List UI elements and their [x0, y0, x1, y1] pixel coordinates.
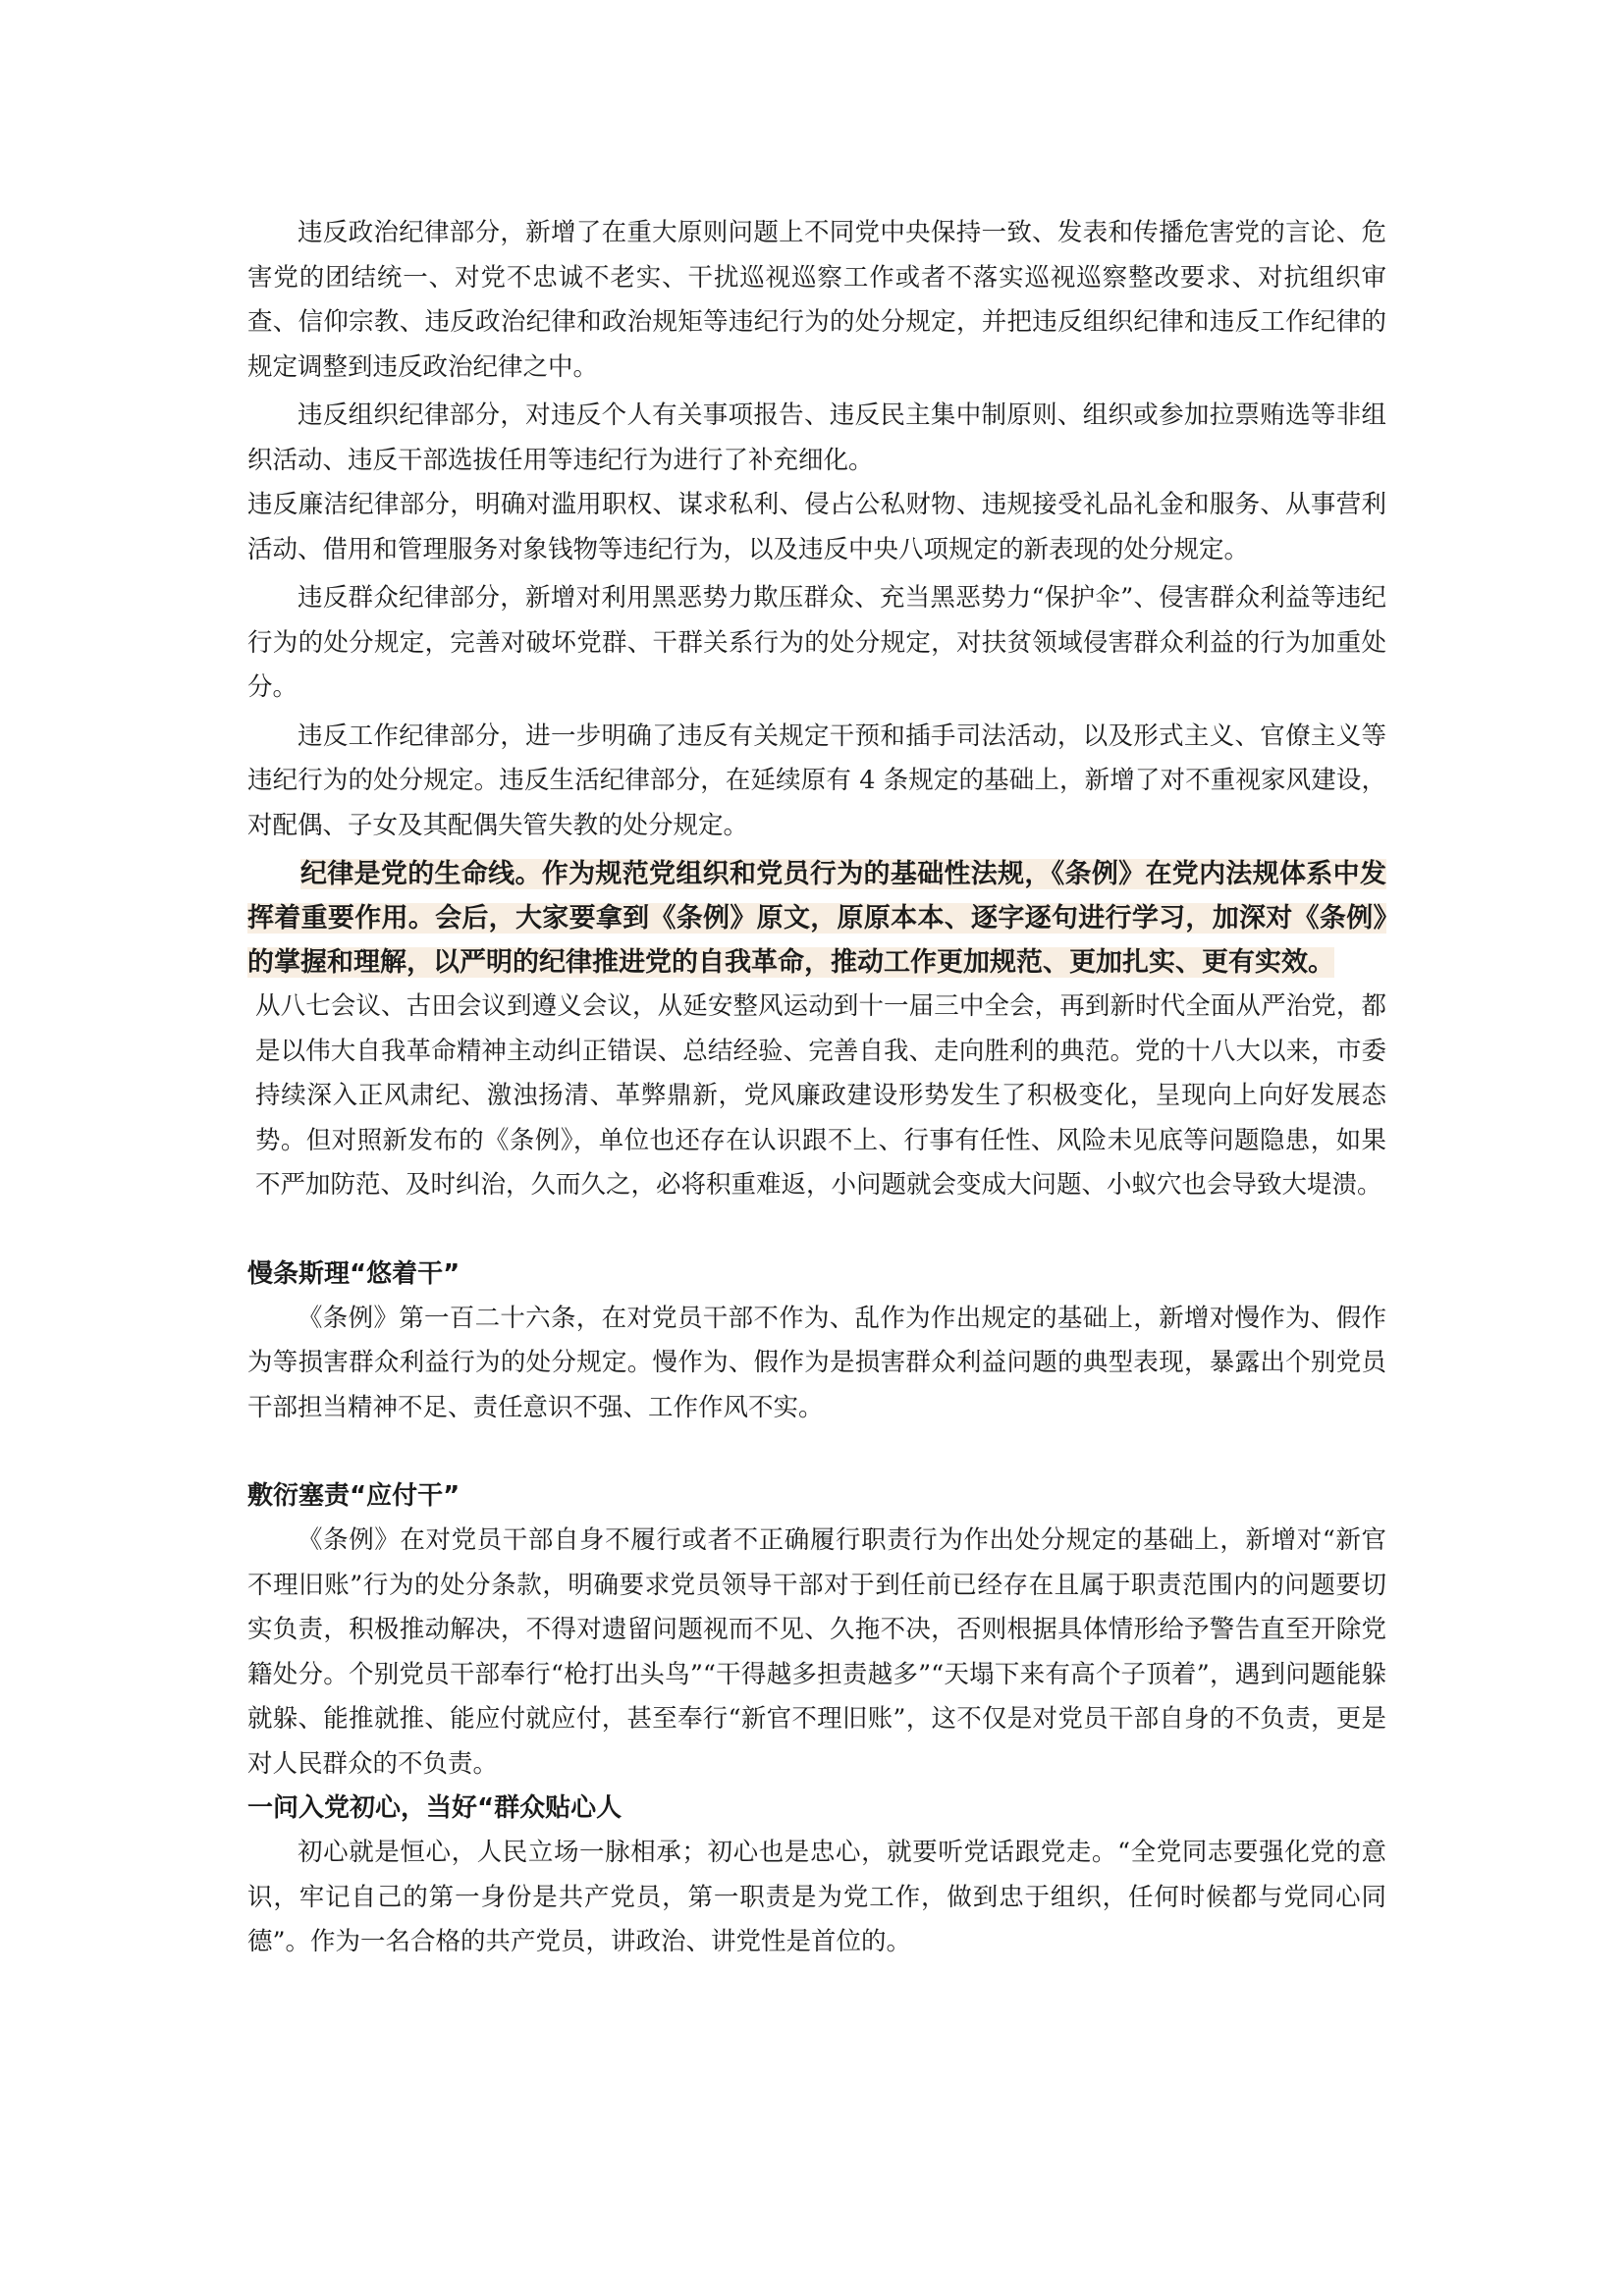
section-body-perfunctory: 《条例》在对党员干部自身不履行或者不正确履行职责行为作出处分规定的基础上，新增对“新官不理旧账”行为的处分条款，明确要求党员领导干部对于到任前已经存在且属于职责范围内的问题要切实负责，积极推动解决，不得对遗留问题视而不见、久拖不决，否则根据具体情形给予警告直至开除党籍处分。个别党员干部奉行“枪打出头鸟”“干得越多担责越多”“天塌下来有高个子顶着”，遇到问题能躲就躲、能推就推、能应付就应付，甚至奉行“新官不理旧账”，这不仅是对党员干部自身的不负责，更是对人民群众的不负责。: [247, 1525, 1386, 1779]
section-body-original-aspiration: 初心就是恒心，人民立场一脉相承；初心也是忠心，就要听党话跟党走。“全党同志要强化党的意识，牢记自己的第一身份是共产党员，第一职责是为党工作，做到忠于组织，任何时候都与党同心同德”。作为一名合格的共产党员，讲政治、讲党性是首位的。: [247, 1838, 1386, 1956]
section-heading-original-aspiration: 一问入党初心，当好“群众贴心人: [247, 1793, 623, 1823]
paragraph-integrity-discipline: 违反廉洁纪律部分，明确对滥用职权、谋求私利、侵占公私财物、违规接受礼品礼金和服务、从事营利活动、借用和管理服务对象钱物等违纪行为，以及违反中央八项规定的新表现的处分规定。: [247, 490, 1386, 564]
paragraph-organizational-discipline: 违反组织纪律部分，对违反个人有关事项报告、违反民主集中制原则、组织或参加拉票贿选等非组织活动、违反干部选拔任用等违纪行为进行了补充细化。: [247, 400, 1386, 475]
spacer: [247, 1208, 1386, 1253]
highlighted-paragraph: [247, 852, 1386, 985]
paragraph-work-discipline: 违反工作纪律部分，进一步明确了违反有关规定干预和插手司法活动，以及形式主义、官僚主义等违纪行为的处分规定。违反生活纪律部分，在延续原有 4 条规定的基础上，新增了对不重视家风建设，对配偶、子女及其配偶失管失教的处分规定。: [247, 721, 1386, 840]
highlighted-text: 纪律是党的生命线。作为规范党组织和党员行为的基础性法规，《条例》在党内法规体系中发挥着重要作用。会后，大家要拿到《条例》原文，原原本本、逐字逐句进行学习，加深对《条例》的掌握和理解，以严明的纪律推进党的自我革命，推动工作更加规范、更加扎实、更有实效。: [247, 859, 1386, 978]
paragraph-mass-discipline: 违反群众纪律部分，新增对利用黑恶势力欺压群众、充当黑恶势力“保护伞”、侵害群众利益等违纪行为的处分规定，完善对破坏党群、干群关系行为的处分规定，对扶贫领域侵害群众利益的行为加重处分。: [247, 583, 1386, 702]
paragraph-political-discipline: 违反政治纪律部分，新增了在重大原则问题上不同党中央保持一致、发表和传播危害党的言论、危害党的团结统一、对党不忠诚不老实、干扰巡视巡察工作或者不落实巡视巡察整改要求、对抗组织审查、信仰宗教、违反政治纪律和政治规矩等违纪行为的处分规定，并把违反组织纪律和违反工作纪律的规定调整到违反政治纪律之中。: [247, 218, 1386, 382]
section-heading-slow-action: 慢条斯理“悠着干”: [247, 1258, 460, 1289]
section-heading-perfunctory: 敷衍塞责“应付干”: [247, 1481, 460, 1511]
section-body-slow-action: 《条例》第一百二十六条，在对党员干部不作为、乱作为作出规定的基础上，新增对慢作为、假作为等损害群众利益行为的处分规定。慢作为、假作为是损害群众利益问题的典型表现，暴露出个别党员干部担当精神不足、责任意识不强、工作作风不实。: [247, 1303, 1386, 1422]
paragraph-self-revolution: 从八七会议、古田会议到遵义会议，从延安整风运动到十一届三中全会，再到新时代全面从严治党，都是以伟大自我革命精神主动纠正错误、总结经验、完善自我、走向胜利的典范。党的十八大以来，市委持续深入正风肃纪、激浊扬清、革弊鼎新，党风廉政建设形势发生了积极变化，呈现向上向好发展态势。但对照新发布的《条例》，单位也还存在认识跟不上、行事有任性、风险未见底等问题隐患，如果不严加防范、及时纠治，久而久之，必将积重难返，小问题就会变成大问题、小蚁穴也会导致大堤溃。: [255, 991, 1386, 1200]
document-page: [247, 211, 1386, 1965]
spacer: [247, 1430, 1386, 1474]
